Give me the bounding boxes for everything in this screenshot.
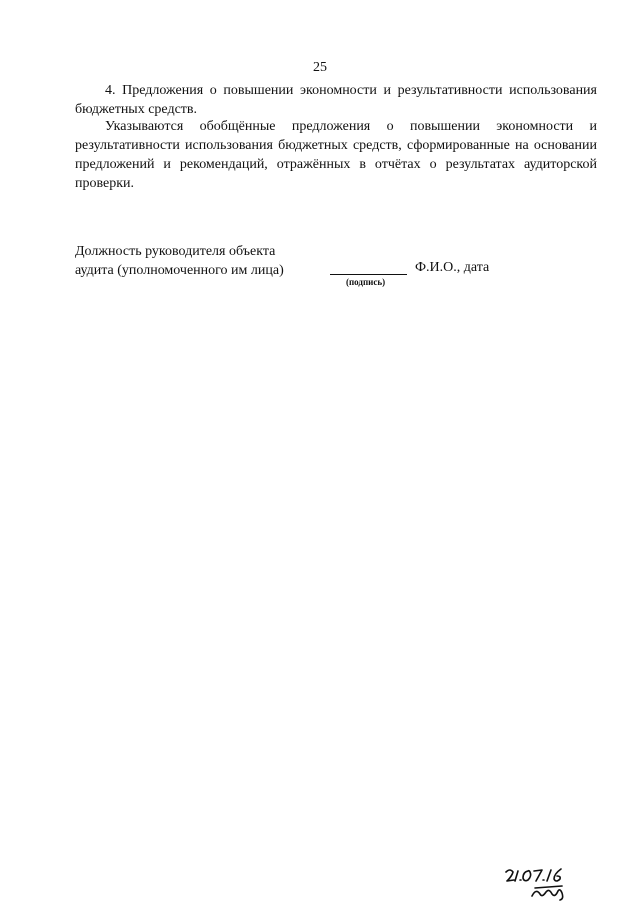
paragraph-proposals-body: Указываются обобщённые предложения о повышении экономности и результативности использования бюджетных средств, сформированные на основании предложений и рекомендаций, отражённых в отчётах о результатах аудиторской проверки. bbox=[75, 119, 597, 191]
signature-position-block bbox=[75, 242, 284, 280]
name-date-label: Ф.И.О., дата bbox=[415, 260, 490, 275]
signature-line bbox=[330, 258, 407, 275]
position-line-1: Должность руководителя объекта bbox=[75, 244, 276, 259]
paragraph-proposals-heading: 4. Предложения о повышении экономности и результативности использования бюджетных средств. bbox=[75, 83, 597, 117]
signature-caption: (подпись) bbox=[346, 277, 386, 287]
page-number: 25 bbox=[313, 60, 327, 75]
handwritten-date-initials bbox=[502, 866, 592, 902]
position-line-2: аудита (уполномоченного им лица) bbox=[75, 263, 284, 278]
